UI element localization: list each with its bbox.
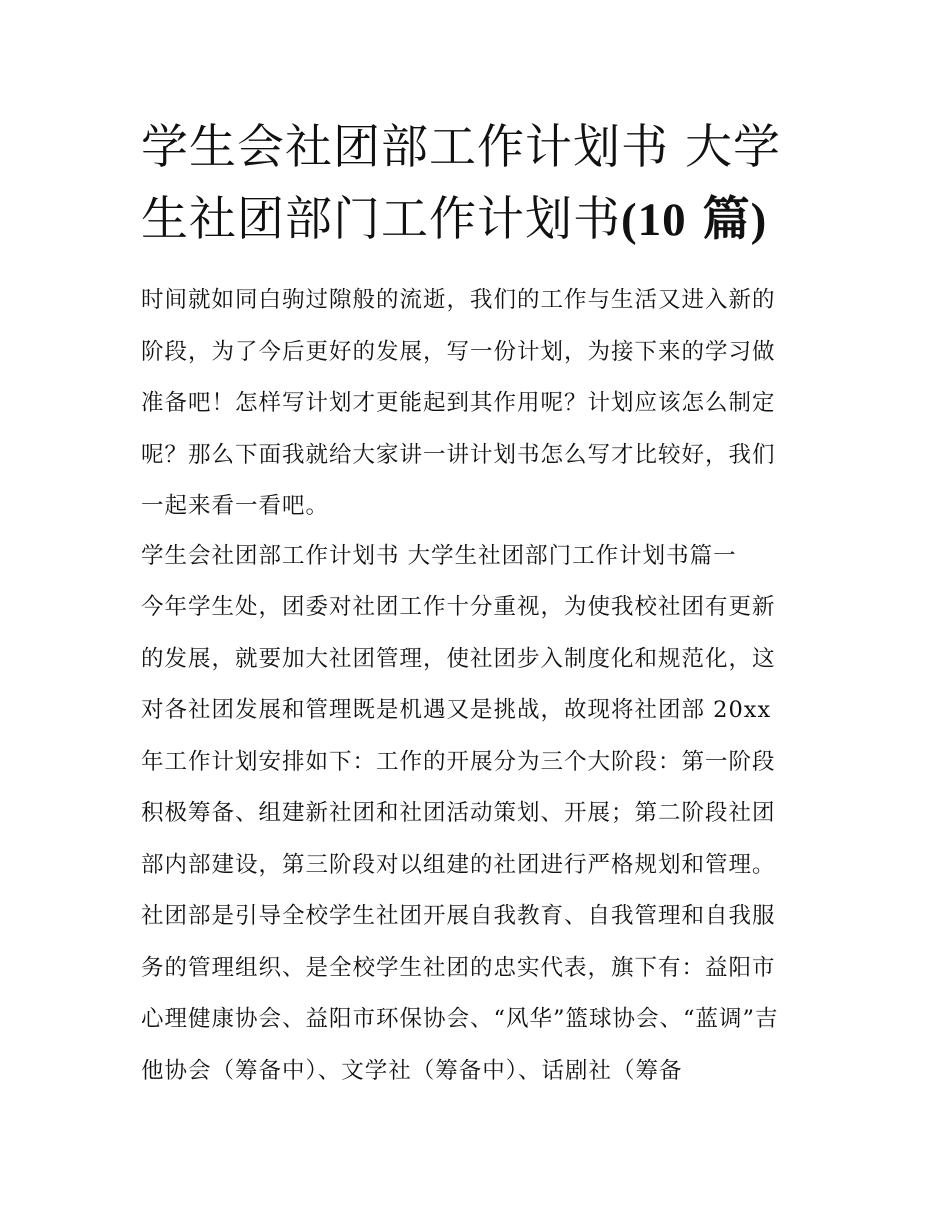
intro-line: 准备吧！怎样写计划才更能起到其作用呢？计划应该怎么制定 <box>141 390 776 416</box>
section-line: 心理健康协会、益阳市环保协会、“风华”篮球协会、“蓝调”吉 <box>141 1006 779 1032</box>
section-line: 积极筹备、组建新社团和社团活动策划、开展；第二阶段社团 <box>141 800 776 826</box>
title-line-2 <box>141 184 821 256</box>
intro-line: 一起来看一看吧。 <box>141 493 330 519</box>
document-title <box>141 112 821 256</box>
title-line-2-text: 生社团部门工作计划书 <box>141 192 621 247</box>
section-line: 的发展，就要加大社团管理，使社团步入制度化和规范化，这 <box>141 645 776 672</box>
intro-line: 呢？那么下面我就给大家讲一讲计划书怎么写才比较好，我们 <box>141 441 776 468</box>
intro-line: 阶段，为了今后更好的发展，写一份计划，为接下来的学习做 <box>141 338 776 365</box>
section-line: 务的管理组织、是全校学生社团的忠实代表，旗下有：益阳市 <box>141 954 776 981</box>
section-heading-text: 学生会社团部工作计划书 大学生社团部门工作计划书篇一 <box>141 543 737 569</box>
title-line-1: 学生会社团部工作计划书 大学 <box>141 120 781 175</box>
section-line: 年工作计划安排如下：工作的开展分为三个大阶段：第一阶段 <box>141 748 776 775</box>
section-line: 部内部建设，第三阶段对以组建的社团进行严格规划和管理。 <box>141 851 776 878</box>
section-line: 对各社团发展和管理既是机遇又是挑战，故现将社团部 20xx <box>141 697 772 723</box>
section-line: 社团部是引导全校学生社团开展自我教育、自我管理和自我服 <box>141 903 776 929</box>
intro-paragraph <box>141 275 821 533</box>
section-heading <box>141 531 821 583</box>
section-line: 今年学生处，团委对社团工作十分重视，为使我校社团有更新 <box>141 594 776 620</box>
title-count: (10 <box>621 194 687 246</box>
section-line: 他协会（筹备中）、文学社（筹备中）、话剧社（筹备 <box>141 1057 683 1084</box>
title-count-unit: 篇) <box>702 194 768 246</box>
intro-line: 时间就如同白驹过隙般的流逝，我们的工作与生活又进入新的 <box>141 287 776 313</box>
section-paragraph <box>141 582 821 1097</box>
